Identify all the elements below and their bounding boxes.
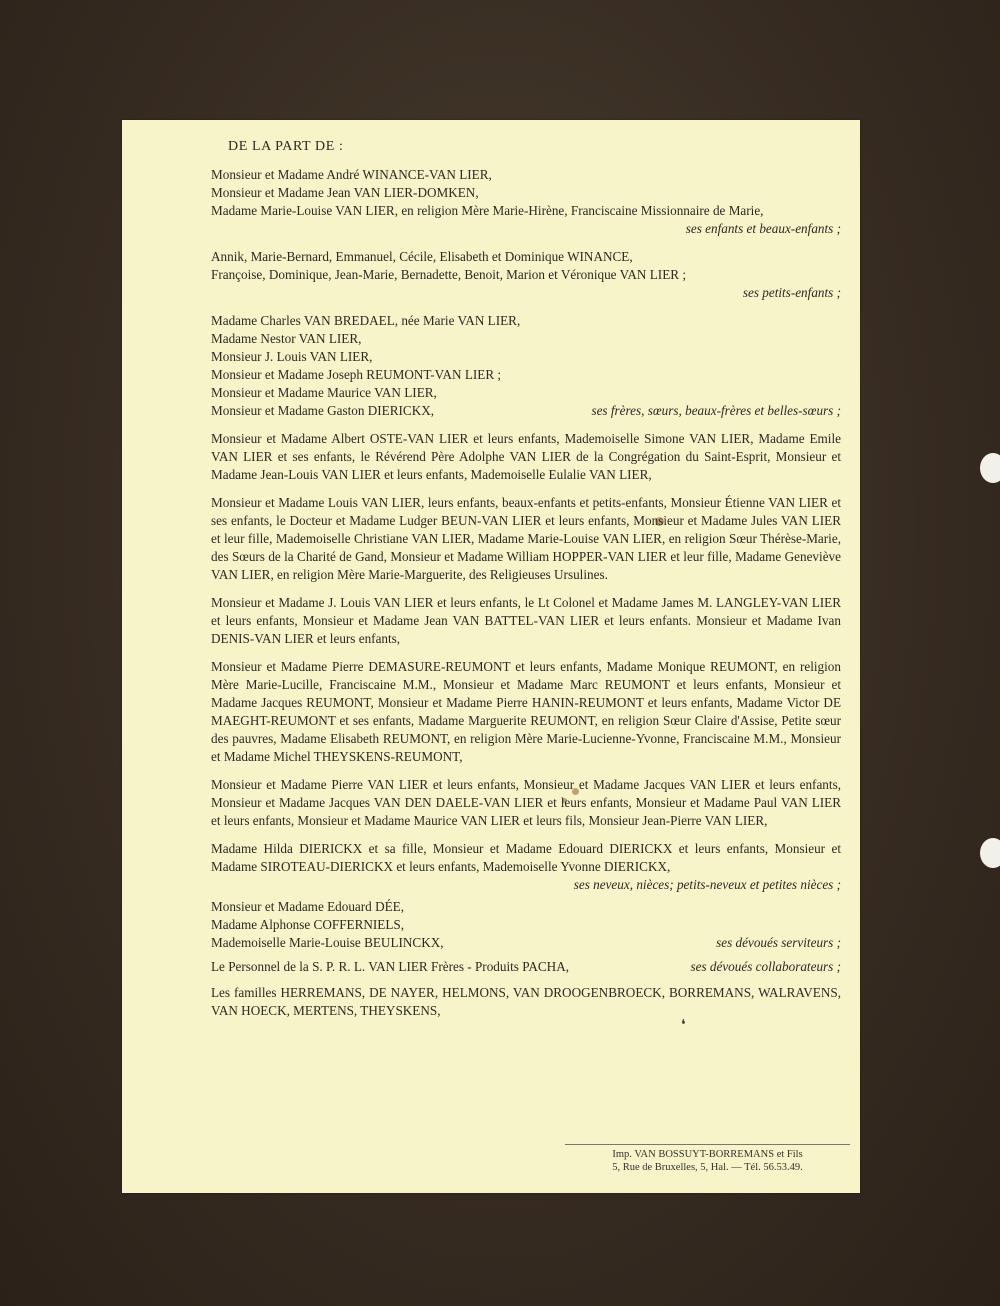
punch-hole bbox=[980, 838, 1000, 868]
printer-imprint bbox=[565, 1144, 850, 1174]
imprint-line: Imp. VAN BOSSUYT-BORREMANS et Fils bbox=[612, 1149, 803, 1160]
family-paragraph: Monsieur et Madame Pierre DEMASURE-REUMONT et leurs enfants, Madame Monique REUMONT, en religion Mère Marie-Lucille, Franciscaine M.M., Monsieur et Madame Marc REUMONT et leurs enfants, Monsieur et Madame Jacques REUMONT, Monsieur et Madame Pierre HANIN-REUMONT et leurs enfants, Madame Victor DE MAEGHT-REUMONT et ses enfants, Madame Marguerite REUMONT, en religion Sœur Claire d'Assise, Petite sœur des pauvres, Madame Elisabeth REUMONT, en religion Mère Marie-Lucienne-Yvonne, Franciscaine M.M., Monsieur et Madame Michel THEYSKENS-REUMONT, bbox=[211, 659, 841, 764]
name-line: Madame Alphonse COFFERNIELS, bbox=[211, 917, 405, 932]
name-line: Monsieur et Madame Jean VAN LIER-DOMKEN, bbox=[211, 185, 479, 200]
relation-label: ses neveux, nièces; petits-neveux et petites nièces ; bbox=[573, 877, 841, 892]
personnel-text: Le Personnel de la S. P. R. L. VAN LIER Frères - Produits PACHA, bbox=[211, 959, 570, 974]
name-line: Madame Marie-Louise VAN LIER, en religion Mère Marie-Hirène, Franciscaine Missionnaire de Marie, bbox=[211, 203, 764, 218]
family-paragraph: Monsieur et Madame Pierre VAN LIER et leurs enfants, Monsieur et Madame Jacques VAN LIER et leurs enfants, Monsieur et Madame Jacques VAN DEN DAELE-VAN LIER et leurs enfants, Monsieur et Madame Paul VAN LIER et leurs enfants, Monsieur et Madame Maurice VAN LIER et leurs fils, Monsieur Jean-Pierre VAN LIER, bbox=[211, 777, 841, 828]
name-line: Madame Nestor VAN LIER, bbox=[211, 331, 362, 346]
name-line-with-relation bbox=[211, 402, 841, 420]
servants-group bbox=[211, 898, 841, 952]
name-line: Monsieur et Madame Gaston DIERICKX, bbox=[211, 403, 435, 418]
families-paragraph: Les familles HERREMANS, DE NAYER, HELMONS, VAN DROOGENBROECK, BORREMANS, WALRAVENS, VAN HOECK, MERTENS, THEYSKENS, bbox=[211, 985, 841, 1018]
punch-hole bbox=[980, 453, 1000, 483]
personnel-line bbox=[211, 958, 841, 976]
family-paragraph: Madame Hilda DIERICKX et sa fille, Monsieur et Madame Edouard DIERICKX et leurs enfants, Monsieur et Madame SIROTEAU-DIERICKX et leurs enfants, Mademoiselle Yvonne DIERICKX, bbox=[211, 841, 841, 874]
relation-label: ses enfants et beaux-enfants ; bbox=[685, 221, 841, 236]
name-line: Monsieur et Madame Joseph REUMONT-VAN LIER ; bbox=[211, 367, 502, 382]
siblings-group bbox=[211, 312, 841, 420]
relation-label: ses petits-enfants ; bbox=[742, 285, 841, 300]
relation-label: ses frères, sœurs, beaux-frères et belles-sœurs ; bbox=[591, 403, 841, 418]
relation-label: ses dévoués collaborateurs ; bbox=[690, 959, 841, 974]
imprint-line: 5, Rue de Bruxelles, 5, Hal. — Tél. 56.53.49. bbox=[612, 1162, 803, 1173]
children-group bbox=[211, 166, 841, 238]
name-line-with-relation bbox=[211, 934, 841, 952]
name-line: Madame Charles VAN BREDAEL, née Marie VAN LIER, bbox=[211, 313, 521, 328]
name-line: Monsieur et Madame Edouard DÉE, bbox=[211, 899, 404, 914]
notice-heading: DE LA PART DE : bbox=[228, 139, 344, 154]
family-paragraph: Monsieur et Madame Louis VAN LIER, leurs enfants, beaux-enfants et petits-enfants, Monsieur Étienne VAN LIER et ses enfants, le Docteur et Madame Ludger BEUN-VAN LIER et leurs enfants, Monsieur et Madame Jules VAN LIER et leur fille, Mademoiselle Christiane VAN LIER, Madame Marie-Louise VAN LIER, en religion Sœur Thérèse-Marie, des Sœurs de la Charité de Gand, Monsieur et Madame William HOPPER-VAN LIER et leur fille, Madame Geneviève VAN LIER, en religion Mère Marie-Marguerite, des Religieuses Ursulines. bbox=[211, 495, 841, 582]
name-line: Monsieur et Madame Maurice VAN LIER, bbox=[211, 385, 437, 400]
notice-body bbox=[211, 138, 841, 1030]
name-line: Annik, Marie-Bernard, Emmanuel, Cécile, Elisabeth et Dominique WINANCE, bbox=[211, 249, 633, 264]
family-paragraph: Monsieur et Madame J. Louis VAN LIER et leurs enfants, le Lt Colonel et Madame James M. LANGLEY-VAN LIER et leurs enfants, Monsieur et Madame Jean VAN BATTEL-VAN LIER et leurs enfants. Monsieur et Madame Ivan DENIS-VAN LIER et leurs enfants, bbox=[211, 595, 841, 646]
family-paragraph: Monsieur et Madame Albert OSTE-VAN LIER et leurs enfants, Mademoiselle Simone VAN LIER, Madame Emile VAN LIER et ses enfants, le Révérend Père Adolphe VAN LIER de la Congrégation du Saint-Esprit, Monsieur et Madame Jean-Louis VAN LIER et leurs enfants, Mademoiselle Eulalie VAN LIER, bbox=[211, 431, 841, 482]
name-line: Monsieur J. Louis VAN LIER, bbox=[211, 349, 373, 364]
grandchildren-group bbox=[211, 248, 841, 302]
relation-label: ses dévoués serviteurs ; bbox=[716, 935, 841, 950]
name-line: Françoise, Dominique, Jean-Marie, Bernadette, Benoit, Marion et Véronique VAN LIER ; bbox=[211, 267, 687, 282]
death-notice-page bbox=[122, 120, 860, 1193]
ink-mark: ❛ bbox=[681, 1018, 686, 1033]
name-line: Monsieur et Madame André WINANCE-VAN LIER, bbox=[211, 167, 492, 182]
name-line: Mademoiselle Marie-Louise BEULINCKX, bbox=[211, 935, 444, 950]
